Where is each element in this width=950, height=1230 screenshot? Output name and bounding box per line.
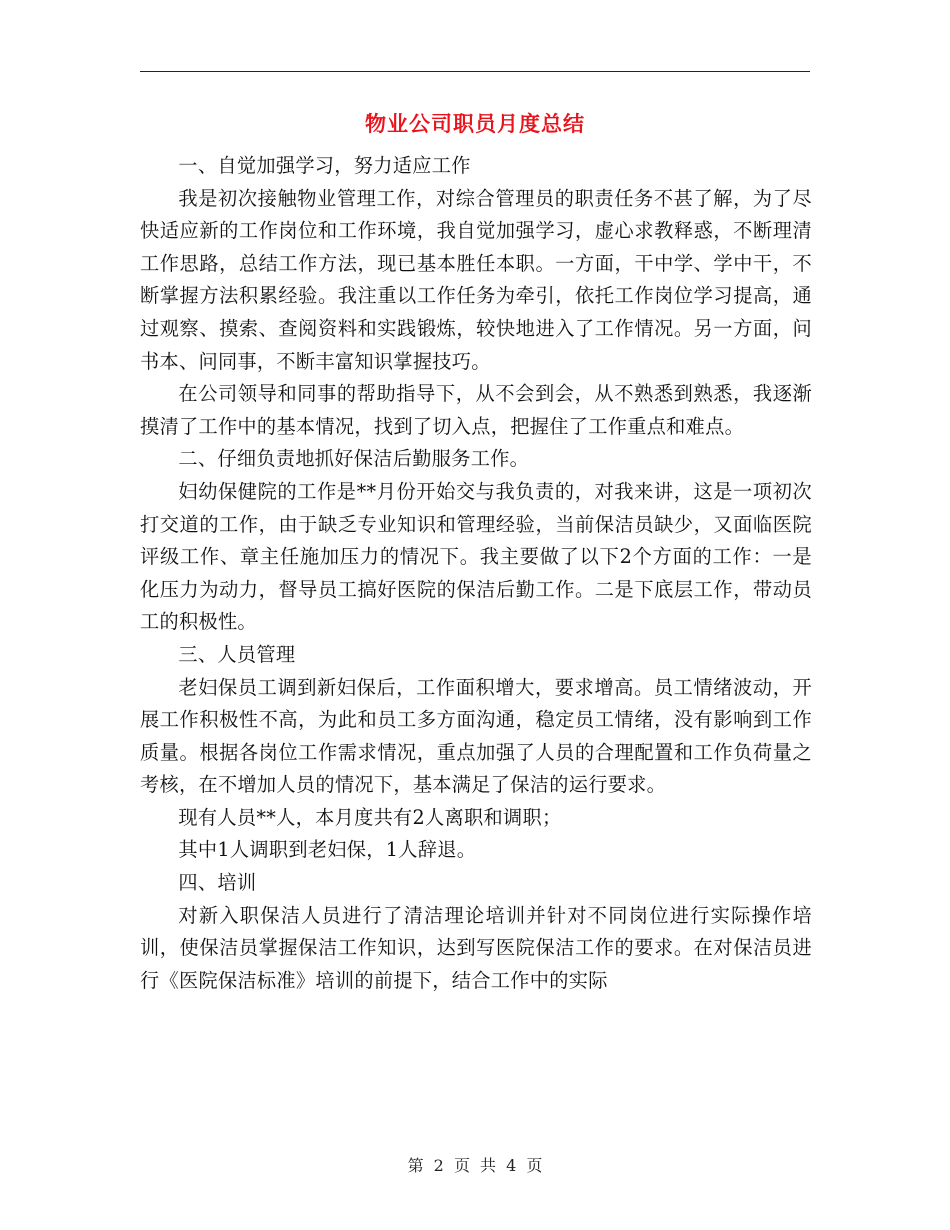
- section-heading-2: 二、仔细负责地抓好保洁后勤服务工作。: [178, 447, 530, 471]
- section-heading-4: 四、培训: [178, 871, 257, 895]
- body-paragraph: 妇幼保健院的工作是**月份开始交与我负责的，对我来讲，这是一项初次打交道的工作，由于缺乏专业知识和管理经验，当前保洁员缺少，又面临医院评级工作、章主任施加压力的情况下。我主要做了以下2个方面的工作：一是化压力为动力，督导员工搞好医院的保洁后勤工作。二是下底层工作，带动员工的积极性。: [140, 479, 812, 634]
- document-title: 物业公司职员月度总结: [365, 112, 585, 136]
- body-paragraph: 现有人员**人，本月度共有2人离职和调职；: [178, 805, 562, 829]
- body-paragraph: 对新入职保洁人员进行了清洁理论培训并针对不同岗位进行实际操作培训，使保洁员掌握保洁工作知识，达到写医院保洁工作的要求。在对保洁员进行《医院保洁标准》培训的前提下，结合工作中的实际: [140, 903, 812, 992]
- document-body: [140, 150, 812, 997]
- section-heading-1: 一、自觉加强学习，努力适应工作: [178, 154, 471, 177]
- body-paragraph: 其中1人调职到老妇保，1人辞退。: [178, 838, 477, 862]
- body-paragraph: 老妇保员工调到新妇保后，工作面积增大，要求增高。员工情绪波动，开展工作积极性不高，为此和员工多方面沟通，稳定员工情绪，没有影响到工作质量。根据各岗位工作需求情况，重点加强了人员的合理配置和工作负荷量之考核，在不增加人员的情况下，基本满足了保洁的运行要求。: [140, 675, 812, 797]
- header-rule: [140, 71, 810, 72]
- body-paragraph: 我是初次接触物业管理工作，对综合管理员的职责任务不甚了解，为了尽快适应新的工作岗位和工作环境，我自觉加强学习，虚心求教释惑，不断理清工作思路，总结工作方法，现已基本胜任本职。一方面，干中学、学中干，不断掌握方法积累经验。我注重以工作任务为牵引，依托工作岗位学习提高，通过观察、摸索、查阅资料和实践锻炼，较快地进入了工作情况。另一方面，问书本、问同事，不断丰富知识掌握技巧。: [140, 186, 812, 373]
- body-paragraph: 在公司领导和同事的帮助指导下，从不会到会，从不熟悉到熟悉，我逐渐摸清了工作中的基本情况，找到了切入点，把握住了工作重点和难点。: [140, 382, 812, 438]
- section-heading-3: 三、人员管理: [178, 642, 296, 666]
- page-number-footer: 第 2 页 共 4 页: [407, 1156, 543, 1175]
